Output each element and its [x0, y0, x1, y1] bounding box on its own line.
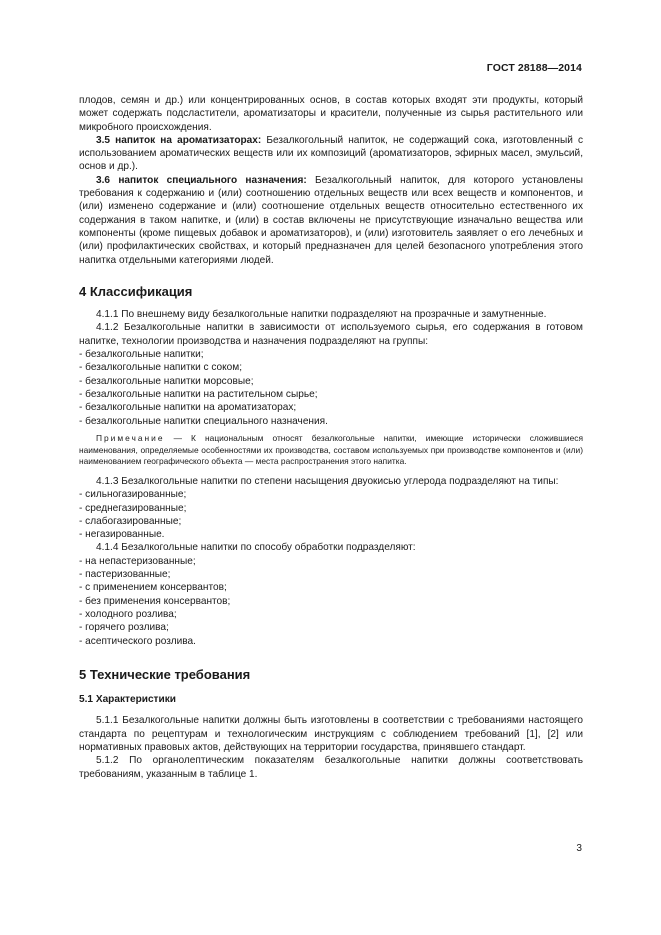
definition-term: 3.6 напиток специального назначения:	[96, 174, 307, 186]
list-item: - сильногазированные;	[79, 489, 187, 501]
list-item: - асептического розлива.	[79, 635, 196, 647]
document-code-header: ГОСТ 28188—2014	[486, 62, 582, 74]
clause-5-1-1: 5.1.1 Безалкогольные напитки должны быть изготовлены в соответствии с требованиями настоящего стандарта по рецептурам и технологическим инструкциям с соблюдением требований [1], [2] или нормативных правовых актов, действующих на территории государства, принявшего стандарт.	[79, 715, 583, 753]
list-item: - безалкогольные напитки;	[79, 349, 204, 361]
list-item: - безалкогольные напитки на растительном сырье;	[79, 388, 318, 400]
list-item: - безалкогольные напитки с соком;	[79, 362, 243, 374]
list-item: - безалкогольные напитки специального назначения.	[79, 415, 328, 427]
definition-text: Безалкогольный напиток, для которого установлены требования к содержанию и (или) соотношению отдельных веществ или всех веществ и компонентов, и (или) изменено содержание и (или) соотношение отдельных веществ относительно естественного их содержания в таком напитке, и (или) в состав включены не присутствующие изначально вещества или компоненты (кроме пищевых добавок и ароматизаторов), и (или) изготовитель заявляет о его лечебных и (или) профилактических свойствах, и который предназначен для целей безопасного употребления этого напитка отдельными категориями людей.	[79, 174, 583, 266]
groups-list	[79, 348, 583, 428]
page-content	[79, 94, 583, 781]
list-item: - с применением консервантов;	[79, 582, 227, 594]
definition-3-6	[79, 174, 583, 267]
clause-5-1-2: 5.1.2 По органолептическим показателям безалкогольные напитки должны соответствовать требованиям, указанным в таблице 1.	[79, 755, 583, 780]
page-number: 3	[576, 843, 582, 854]
note-text: — К национальным относят безалкогольные напитки, имеющие исторически сложившиеся наименования, определяемые особенностями их производства, составом используемых при производстве компонентов и (или) наименованием географического объекта — места распространения этого напитка.	[79, 432, 583, 467]
processing-list	[79, 555, 583, 648]
clause-4-1-1: 4.1.1 По внешнему виду безалкогольные напитки подразделяют на прозрачные и замутненные.	[96, 309, 547, 321]
list-item: - без применения консервантов;	[79, 595, 231, 607]
list-item: - пастеризованные;	[79, 569, 171, 581]
clause-4-1-2: 4.1.2 Безалкогольные напитки в зависимости от используемого сырья, его содержания в готовом напитке, технологии производства и назначения подразделяют на группы:	[79, 322, 583, 347]
definition-text: Безалкогольный напиток, не содержащий сока, изготовленный с использованием ароматических веществ или их композиций (ароматизаторов, эфирных масел, эмульсий, основ и др.).	[79, 134, 583, 173]
list-item: - среднегазированные;	[79, 502, 187, 514]
clause-4-1-3: 4.1.3 Безалкогольные напитки по степени насыщения двуокисью углерода подразделяют на типы:	[96, 475, 559, 487]
continued-paragraph: плодов, семян и др.) или концентрированных основ, в состав которых входят эти продукты, который может содержать подсластители, ароматизаторы и красители, полученные из сырья растительного или микробного происхождения.	[79, 95, 583, 133]
section-5-heading: 5 Технические требования	[79, 666, 251, 682]
note	[79, 433, 583, 468]
list-item: - безалкогольные напитки морсовые;	[79, 375, 254, 387]
types-list	[79, 488, 583, 541]
list-item: - горячего розлива;	[79, 622, 169, 634]
list-item: - негазированные.	[79, 529, 165, 541]
list-item: - холодного розлива;	[79, 608, 177, 620]
clause-4-1-4: 4.1.4 Безалкогольные напитки по способу обработки подразделяют:	[96, 542, 416, 554]
subsection-5-1-heading: 5.1 Характеристики	[79, 694, 176, 706]
list-item: - слабогазированные;	[79, 515, 182, 527]
section-4-heading: 4 Классификация	[79, 283, 193, 299]
definition-3-5	[79, 134, 583, 174]
definition-term: 3.5 напиток на ароматизаторах:	[96, 134, 262, 146]
list-item: - на непастеризованные;	[79, 555, 196, 567]
note-label: Примечание	[96, 432, 165, 443]
list-item: - безалкогольные напитки на ароматизаторах;	[79, 402, 297, 414]
